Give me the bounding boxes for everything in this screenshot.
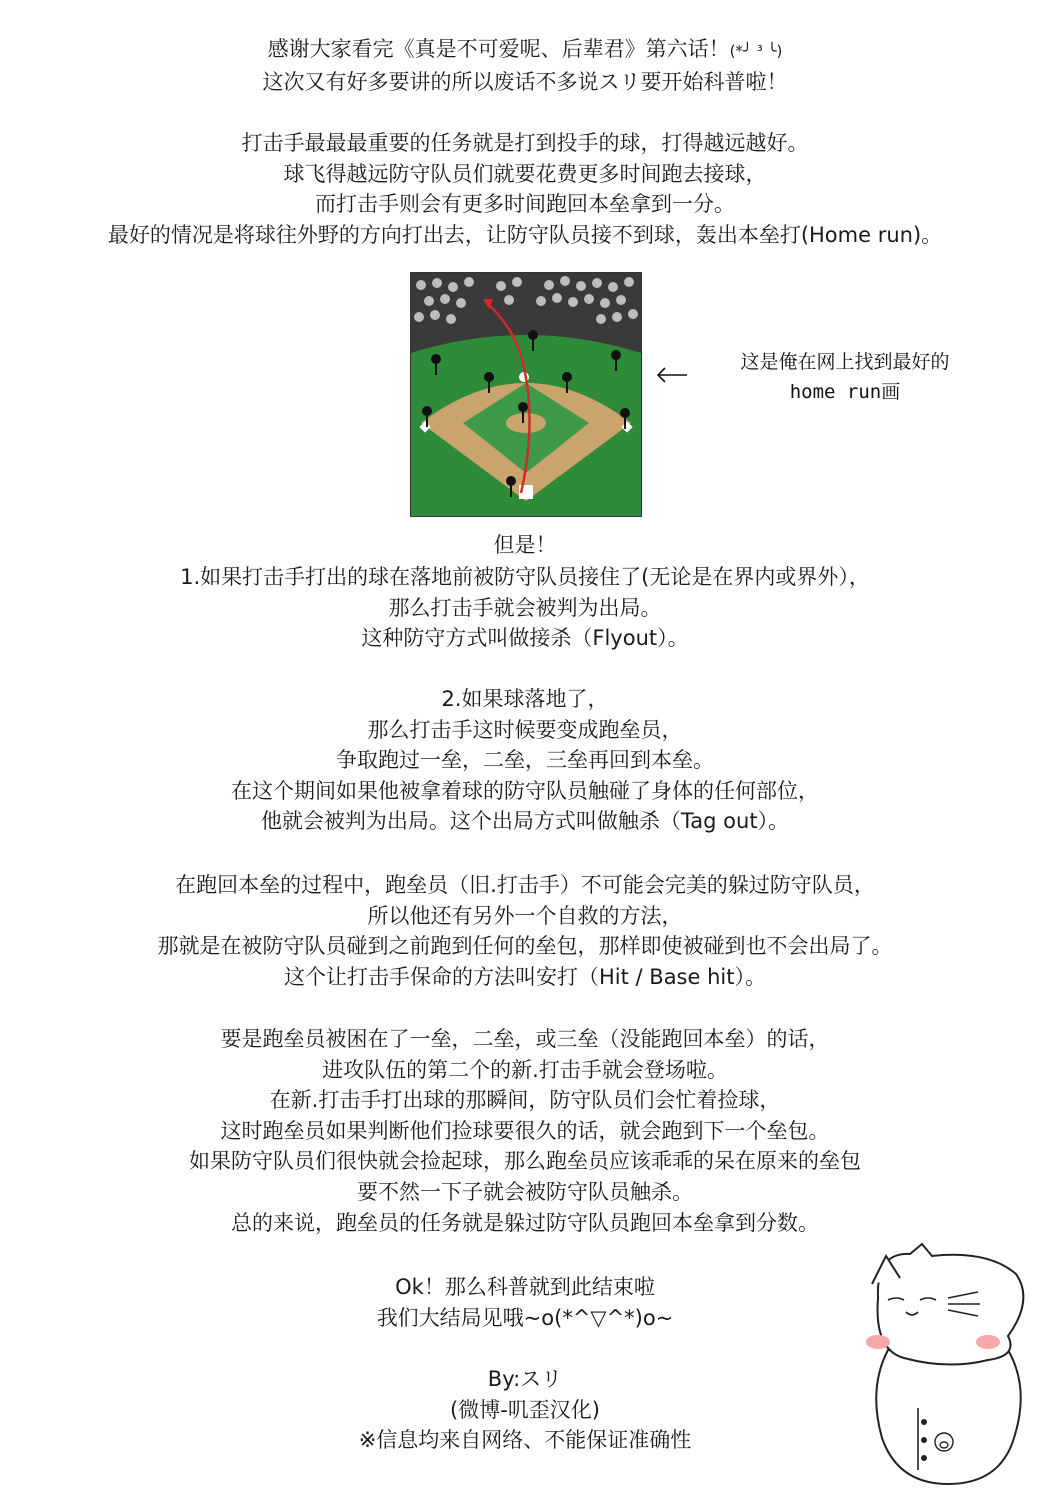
text-line: 这种防守方式叫做接杀（Flyout）。 [361,626,689,651]
text-line: 那么打击手就会被判为出局。 [388,595,662,620]
text-line: 而打击手则会有更多时间跑回本垒拿到一分。 [315,192,735,217]
text-line: 争取跑过一垒，二垒，三垒再回到本垒。 [336,748,714,773]
illustration-note [655,347,995,411]
kaomoji: (*╯ ³ ╰) [729,42,783,60]
text-line: 在新.打击手打出球的那瞬间，防守队员们会忙着捡球， [269,1088,781,1113]
intro-line-1-text: 感谢大家看完《真是不可爱呢、后辈君》第六话！ [267,37,730,61]
left-arrow-icon [655,365,689,385]
right-blush [976,1335,1000,1349]
home-run-illustration [410,272,642,517]
text-line: 2.如果球落地了， [441,687,609,711]
hitter-goal-paragraph [0,128,1050,250]
text-line: 球飞得越远防守队员们就要花费更多时间跑去接球， [283,161,767,186]
credit-group: (微博-叽歪汉化) [450,1397,600,1422]
text-line: 但是！ [493,533,557,557]
text-line: 要不然一下子就会被防守队员触杀。 [357,1179,693,1204]
pitchers-mound [506,413,546,433]
mascot-body [876,1350,1021,1484]
text-line: 所以他还有另外一个自救的方法， [367,903,683,928]
left-blush [866,1335,890,1349]
text-line: 这个让打击手保命的方法叫安打（Hit / Base hit）。 [284,964,766,989]
text-line: 1.如果打击手打出的球在落地前被防守队员接住了(无论是在界内或界外）， [180,565,870,589]
note-line-1: 这是俺在网上找到最好的 [740,351,950,373]
credit-disclaimer: ※信息均来自网络、不能保证准确性 [358,1428,692,1453]
cat-mascot-icon [848,1238,1038,1488]
text-line: 他就会被判为出局。这个出局方式叫做触杀（Tag out）。 [260,809,790,834]
base-hit-paragraph [0,870,1050,992]
text-line: 那么打击手这时候要变成跑垒员， [367,717,683,742]
cat-mascot-illustration [848,1238,1038,1488]
intro-line-1 [0,34,1050,67]
text-line: 那就是在被防守队员碰到之前跑到任何的垒包，那样即使被碰到也不会出局了。 [157,934,893,959]
text-line: 进攻队伍的第二个的新.打击手就会登场啦。 [322,1057,728,1082]
text-line: 要是跑垒员被困在了一垒，二垒，或三垒（没能跑回本垒）的话， [220,1027,830,1051]
runner-paragraph [0,1024,1050,1238]
text-line: 这时跑垒员如果判断他们捡球要很久的话，就会跑到下一个垒包。 [220,1118,830,1143]
text-line: 最好的情况是将球往外野的方向打出去，让防守队员接不到球，轰出本垒打(Home run)。 [107,222,943,247]
note-line-2: home run画 [789,381,901,403]
tagout-paragraph [0,684,1050,837]
text-line: 我们大结局见哦~o(*^▽^*)o~ [376,1305,674,1330]
text-line: 如果防守队员们很快就会捡起球，那么跑垒员应该乖乖的呆在原来的垒包 [189,1149,861,1174]
flyout-paragraph [0,562,1050,654]
text-line: 在跑回本垒的过程中，跑垒员（旧.打击手）不可能会完美的躲过防守队员， [175,873,875,897]
credit-author: By:スリ [487,1367,563,1391]
baseball-field-drawing [411,273,641,516]
text-line: 打击手最最最重要的任务就是打到投手的球，打得越远越好。 [241,131,809,155]
pig-charm [935,1433,953,1451]
text-line: 总的来说，跑垒员的任务就是躲过防守队员跑回本垒拿到分数。 [231,1210,819,1235]
text-line: Ok！那么科普就到此结束啦 [395,1275,655,1299]
intro-line-2: 这次又有好多要讲的所以废话不多说スリ要开始科普啦！ [262,69,788,94]
but-heading [0,530,1050,561]
note-text [695,347,995,407]
intro-paragraph [0,34,1050,97]
text-line: 在这个期间如果他被拿着球的防守队员触碰了身体的任何部位， [231,778,819,803]
